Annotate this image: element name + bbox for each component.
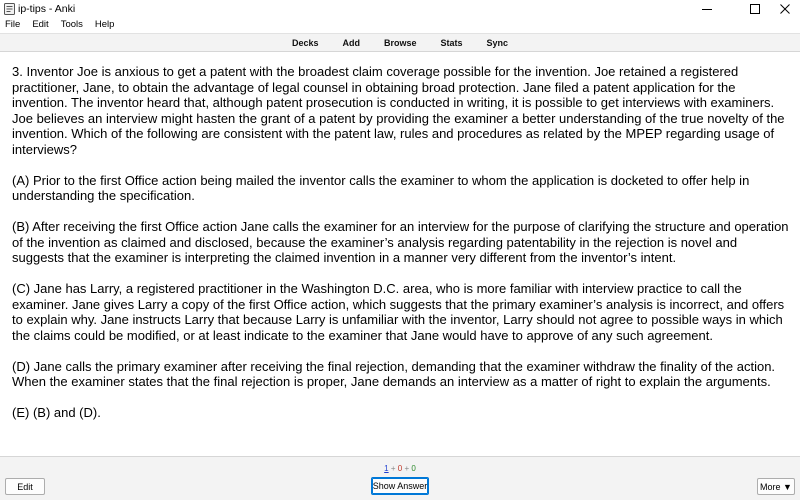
maximize-icon — [750, 4, 760, 14]
count-separator: + — [390, 464, 396, 473]
option-a: (A) Prior to the first Office action being mailed the inventor calls the examiner to whom the application is docketed to offer help in understanding the specification. — [12, 172, 750, 203]
minimize-button[interactable] — [692, 0, 722, 18]
new-count: 1 — [384, 464, 389, 473]
count-separator: + — [404, 464, 410, 473]
minimize-icon — [702, 4, 712, 14]
option-b: (B) After receiving the first Office action Jane calls the examiner for an interview for the purpose of clarifying the structure and operation of the invention as claimed and disclosed, because the examiner’s analysis regarding patentability in the rejection is novel and suggests that the examiner is interpreting the claimed invention in a manner very different from the inventor’s intent. — [12, 219, 789, 265]
toolbar-decks[interactable]: Decks — [291, 37, 319, 48]
menu-edit[interactable]: Edit — [32, 19, 49, 30]
toolbar-browse[interactable]: Browse — [383, 37, 417, 48]
option-e: (E) (B) and (D). — [12, 405, 101, 420]
close-icon — [780, 4, 790, 14]
show-answer-button[interactable]: Show Answer — [371, 477, 429, 495]
window-title: ip-tips - Anki — [18, 3, 76, 15]
option-c: (C) Jane has Larry, a registered practitioner in the Washington D.C. area, who is more familiar with interview practice to call the examiner. Jane gives Larry a copy of the first Office action, which suggests that the primary examiner’s analysis is incorrect, and offers to explain why. Jane instructs Larry that because Larry is unfamiliar with the inventor, Larry should not agree to possible ways in which the claims could be modified, or at least indicate to the examiner that Jane would have to approve of any such agreement. — [12, 281, 785, 343]
menu-file[interactable]: File — [5, 19, 21, 30]
learning-count: 0 — [397, 464, 403, 473]
edit-button[interactable]: Edit — [5, 478, 45, 495]
menu-bar — [0, 18, 800, 32]
toolbar-stats[interactable]: Stats — [440, 37, 463, 48]
close-button[interactable] — [770, 0, 800, 18]
title-bar — [0, 0, 800, 18]
menu-help[interactable]: Help — [94, 19, 115, 30]
toolbar-add[interactable]: Add — [342, 37, 360, 48]
bottom-bar — [0, 456, 800, 500]
review-count: 0 — [411, 464, 416, 473]
toolbar-sync[interactable]: Sync — [486, 37, 509, 48]
main-toolbar — [0, 33, 800, 52]
menu-tools[interactable]: Tools — [60, 19, 83, 30]
card-question — [12, 64, 790, 454]
due-counts — [0, 464, 800, 474]
option-d: (D) Jane calls the primary examiner after receiving the final rejection, demanding that the examiner withdraw the finality of the action. When the examiner states that the final rejection is proper, Jane demands an interview as a matter of right to explain the arguments. — [12, 358, 776, 389]
question-text: 3. Inventor Joe is anxious to get a patent with the broadest claim coverage possible for the invention. Joe retained a registered practitioner, Jane, to obtain the advantage of legal counsel in obtaining broad protection. Jane filed a patent application for the invention. The inventor heard that, although patent prosecution is conducted in writing, it is possible to get interviews with examiners. Joe believes an interview might hasten the grant of a patent by providing the examiner a better understanding of the true novelty of the invention. Which of the following are consistent with the patent law, rules and procedures as related by the MPEP regarding usage of interviews? — [12, 64, 785, 157]
more-button[interactable]: More ▼ — [757, 478, 795, 495]
anki-app-icon — [4, 3, 15, 15]
maximize-button[interactable] — [740, 0, 770, 18]
